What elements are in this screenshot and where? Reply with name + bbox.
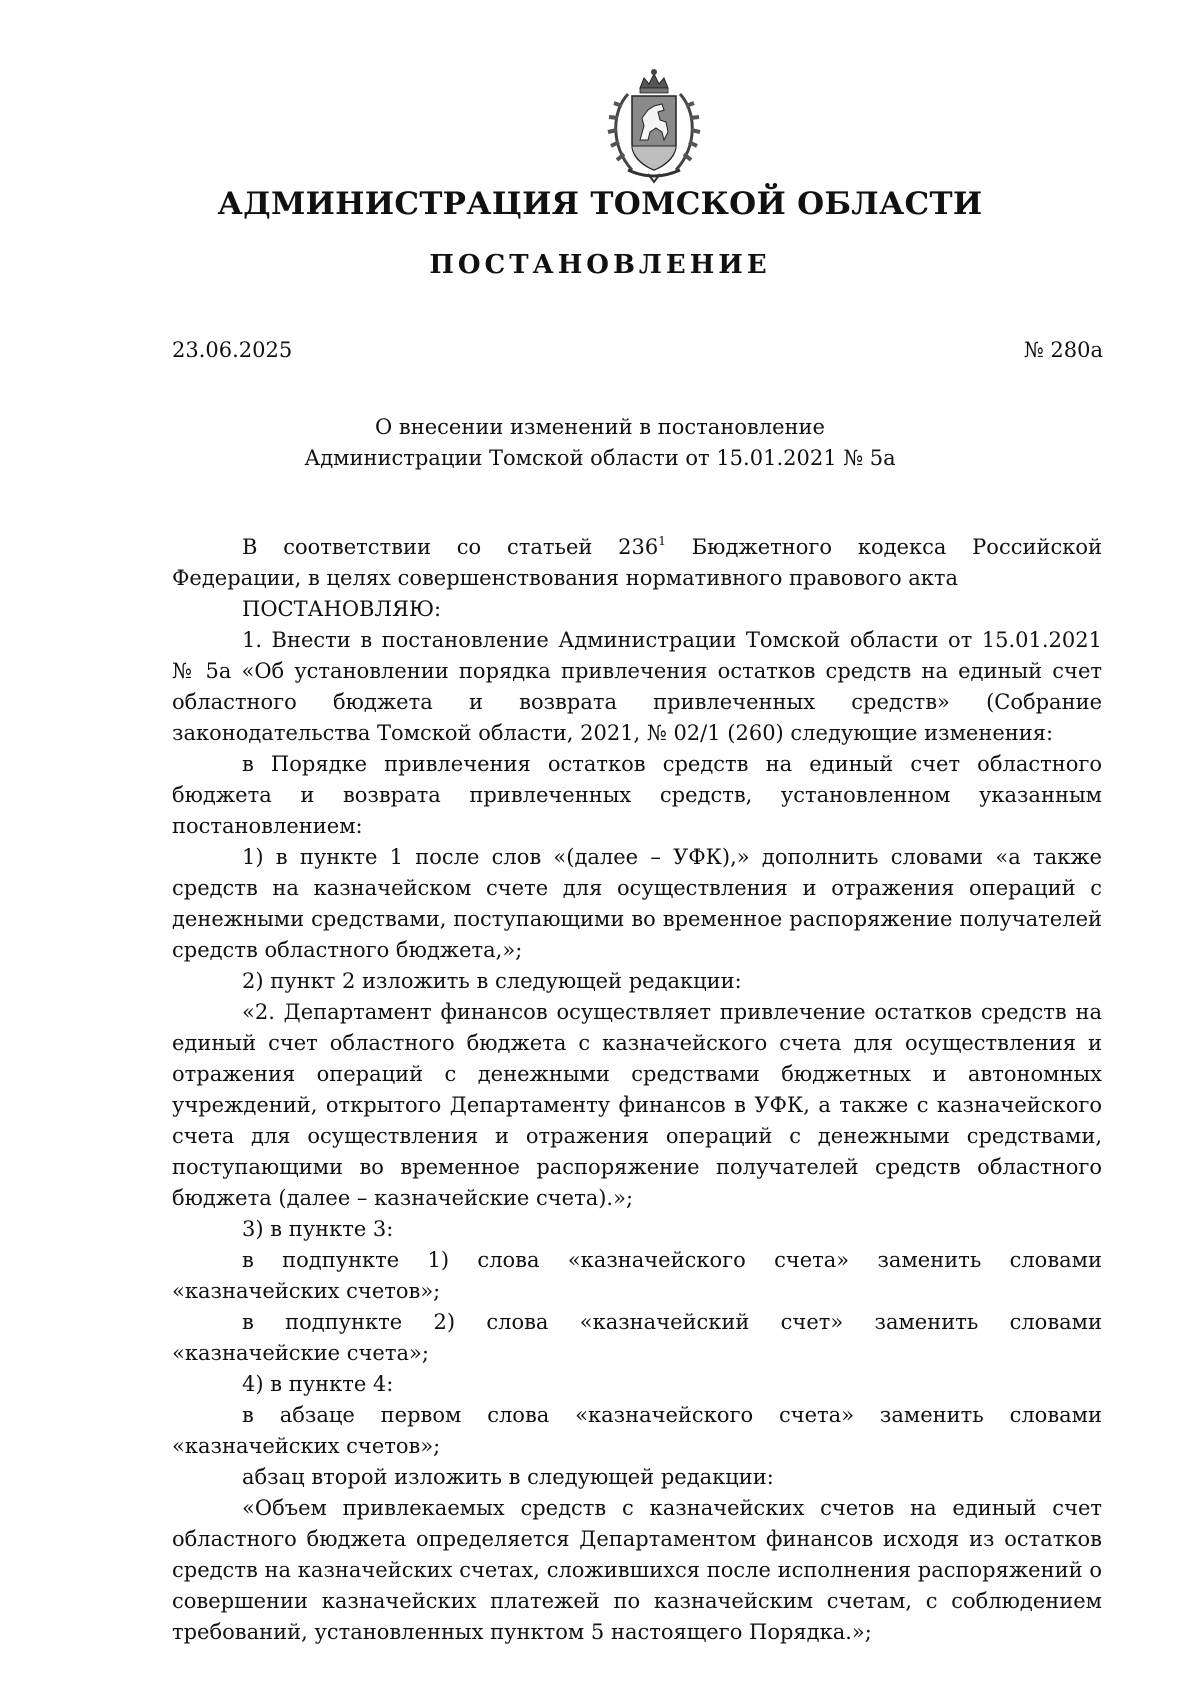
body-paragraph: в Порядке привлечения остатков средств на единый счет областного бюджета и возврата привлеченных средств, установленном указанным постановлением: xyxy=(172,752,1102,838)
body-paragraph: 1. Внести в постановление Администрации Томской области от 15.01.2021 № 5а «Об установлении порядка привлечения остатков средств на единый счет областного бюджета и возврата привлеченных средств» (Собрание законодательства Томской области, 2021, № 02/1 (260) следующие изменения: xyxy=(172,628,1102,745)
decree-word: ПОСТАНОВЛЯЮ: xyxy=(242,597,442,621)
document-body xyxy=(172,532,1102,1648)
document-date: 23.06.2025 xyxy=(172,338,293,362)
preamble-paragraph xyxy=(172,532,1102,594)
body-paragraph: 3) в пункте 3: xyxy=(242,1217,394,1241)
body-paragraph: «2. Департамент финансов осуществляет привлечение остатков средств на единый счет областного бюджета с казначейского счета для осуществления и отражения операций с денежными средствами бюджетных и автономных учреждений, открытого Департаменту финансов в УФК, а также с казначейского счета для осуществления и отражения операций с денежными средствами, поступающими во временное распоряжение получателей средств областного бюджета (далее – казначейские счета).»; xyxy=(172,1000,1102,1210)
subject-line-1: О внесении изменений в постановление xyxy=(375,415,825,439)
document-subject xyxy=(0,412,1200,474)
body-paragraph: в абзаце первом слова «казначейского счета» заменить словами «казначейских счетов»; xyxy=(172,1403,1102,1458)
body-paragraph: в подпункте 2) слова «казначейский счет» заменить словами «казначейские счета»; xyxy=(172,1310,1102,1365)
article-superscript: 1 xyxy=(658,534,666,548)
document-type-title: ПОСТАНОВЛЕНИЕ xyxy=(429,250,771,280)
tomsk-oblast-coat-of-arms-icon xyxy=(598,66,710,184)
body-paragraph: 1) в пункте 1 после слов «(далее – УФК),» дополнить словами «а также средств на казначейском счете для осуществления и отражения операций с денежными средствами, поступающими во временное распоряжение получателей средств областного бюджета,»; xyxy=(172,845,1102,962)
preamble-text-start: В соответствии со статьей 236 xyxy=(242,535,659,559)
body-paragraph: «Объем привлекаемых средств с казначейских счетов на единый счет областного бюджета определяется Департаментом финансов исходя из остатков средств на казначейских счетах, сложившихся после исполнения распоряжений о совершении казначейских платежей по казначейским счетам, с соблюдением требований, установленных пунктом 5 настоящего Порядка.»; xyxy=(172,1496,1102,1644)
organization-title: АДМИНИСТРАЦИЯ ТОМСКОЙ ОБЛАСТИ xyxy=(217,186,983,222)
body-paragraph: 2) пункт 2 изложить в следующей редакции: xyxy=(242,969,742,993)
subject-line-2: Администрации Томской области от 15.01.2021 № 5а xyxy=(304,446,896,470)
body-paragraph: в подпункте 1) слова «казначейского счета» заменить словами «казначейских счетов»; xyxy=(172,1248,1102,1303)
preamble-text-end: Бюджетного кодекса Российской Федерации, в целях совершенствования нормативного правового акта xyxy=(172,535,1102,590)
document-number: № 280а xyxy=(1023,338,1103,362)
body-paragraph: 4) в пункте 4: xyxy=(242,1372,394,1396)
body-paragraph: абзац второй изложить в следующей редакции: xyxy=(242,1465,774,1489)
